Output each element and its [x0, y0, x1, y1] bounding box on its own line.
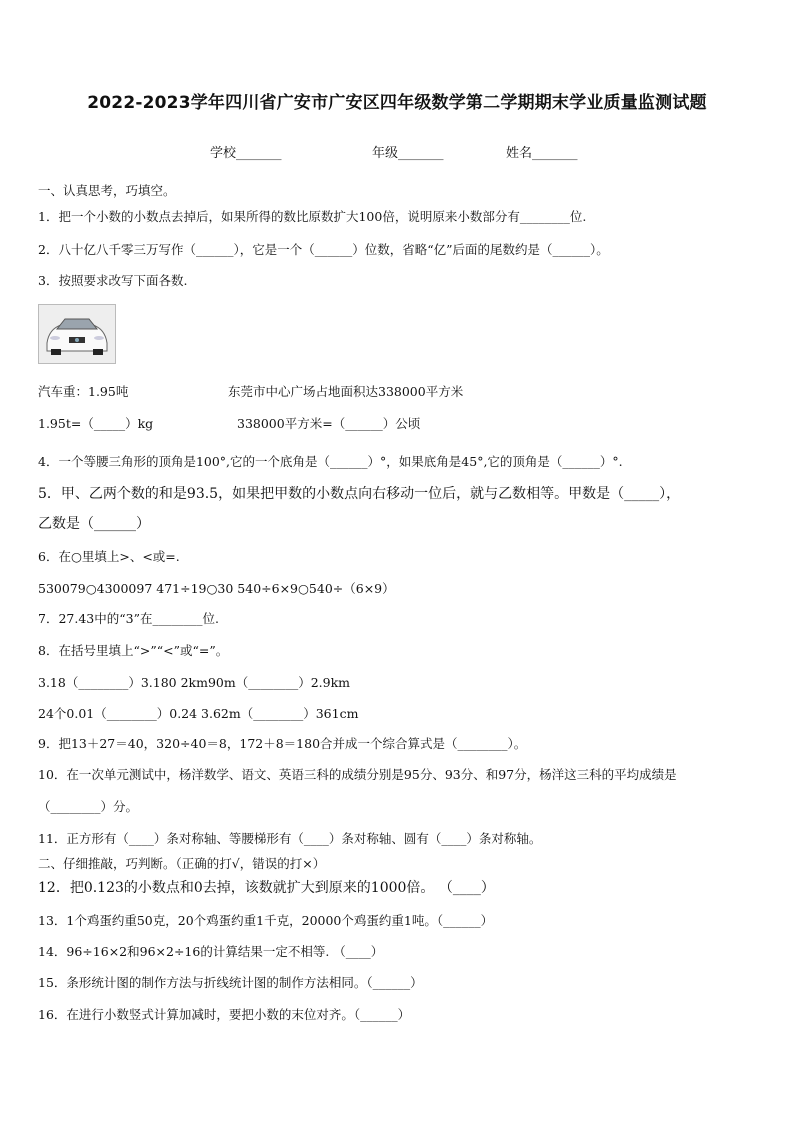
question-2: 2．八十亿八千零三万写作（______），它是一个（______）位数，省略“亿”后面的尾数约是（______）。 — [38, 242, 609, 257]
school-field: 学校_______ — [210, 146, 282, 161]
question-10-line-2: （________）分。 — [38, 799, 139, 814]
question-8-row-2: 24个0.01（________）0.24 3.62m（________）361cm — [38, 706, 359, 721]
question-14: 14．96÷16×2和96×2÷16的计算结果一定不相等. （____） — [38, 944, 384, 959]
page-title: 2022-2023学年四川省广安市广安区四年级数学第二学期期末学业质量监测试题 — [87, 93, 707, 113]
question-13: 13．1个鸡蛋约重50克，20个鸡蛋约重1千克，20000个鸡蛋约重1吨。（______） — [38, 913, 494, 928]
question-4: 4．一个等腰三角形的顶角是100°,它的一个底角是（______）°，如果底角是45°,它的顶角是（______）°. — [38, 454, 623, 469]
question-3: 3．按照要求改写下面各数. — [38, 273, 188, 288]
car-icon — [39, 305, 115, 363]
question-1: 1．把一个小数的小数点去掉后，如果所得的数比原数扩大100倍，说明原来小数部分有________位. — [38, 209, 587, 224]
q3-square-area: 东莞市中心广场占地面积达338000平方米 — [228, 384, 464, 399]
name-field: 姓名_______ — [506, 146, 578, 161]
question-5-line-2: 乙数是（______） — [38, 516, 150, 532]
question-10-line-1: 10．在一次单元测试中，杨洋数学、语文、英语三科的成绩分别是95分、93分、和97分，杨洋这三科的平均成绩是 — [38, 767, 677, 782]
question-7: 7．27.43中的“3”在________位. — [38, 611, 219, 626]
question-6: 6．在○里填上>、<或=. — [38, 549, 180, 564]
question-12: 12．把0.123的小数点和0去掉，该数就扩大到原来的1000倍。 （____） — [38, 880, 495, 896]
q3-hectare-conversion: 338000平方米=（______）公顷 — [237, 416, 421, 431]
question-6-items: 530079○4300097 471÷19○30 540÷6×9○540÷（6×9） — [38, 581, 395, 596]
question-16: 16．在进行小数竖式计算加减时，要把小数的末位对齐。（______） — [38, 1007, 411, 1022]
question-5-line-1: 5．甲、乙两个数的和是93.5，如果把甲数的小数点向右移动一位后，就与乙数相等。甲数是（_____）， — [38, 486, 681, 502]
question-8-row-1: 3.18（________）3.180 2km90m（________）2.9km — [38, 675, 351, 690]
question-15: 15．条形统计图的制作方法与折线统计图的制作方法相同。（______） — [38, 975, 423, 990]
question-8: 8．在括号里填上“>”“<”或“=”。 — [38, 643, 229, 658]
q3-car-weight: 汽车重：1.95吨 — [38, 384, 129, 399]
grade-field: 年级_______ — [372, 146, 444, 161]
car-photo — [38, 304, 116, 364]
section-1-heading: 一、认真思考，巧填空。 — [38, 183, 176, 198]
question-9: 9．把13＋27＝40，320÷40＝8，172＋8＝180合并成一个综合算式是（________）。 — [38, 736, 527, 751]
question-11: 11．正方形有（____）条对称轴、等腰梯形有（____）条对称轴、圆有（____）条对称轴。 — [38, 831, 542, 846]
q3-kg-conversion: 1.95t=（_____）kg — [38, 416, 154, 431]
section-2-heading: 二、仔细推敲，巧判断。（正确的打√，错误的打×） — [38, 856, 326, 871]
